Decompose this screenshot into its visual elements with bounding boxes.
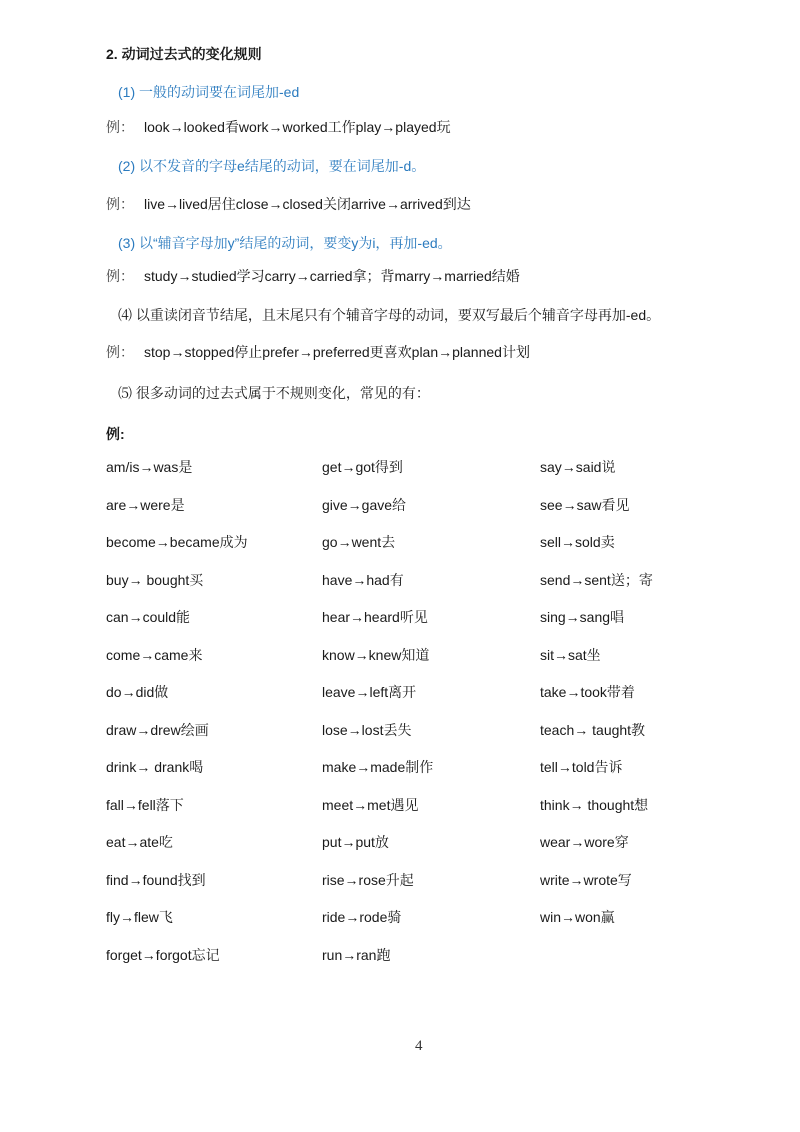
irregular-verb-item bbox=[540, 945, 746, 983]
irregular-verb-item: draw→drew绘画 bbox=[106, 721, 209, 738]
rule-4-heading: ⑷ 以重读闭音节结尾，且末尾只有个辅音字母的动词，要双写最后个辅音字母再加-ed。 bbox=[118, 307, 661, 323]
section-title: 2. 动词过去式的变化规则 bbox=[106, 46, 262, 62]
example-text: stop→stopped停止prefer→preferred更喜欢plan→planned计划 bbox=[144, 344, 530, 360]
irregular-verb-item: give→gave给 bbox=[322, 496, 407, 513]
irregular-verb-item: think→ thought想 bbox=[540, 796, 649, 813]
irregular-verb-item: fly→flew飞 bbox=[106, 909, 173, 925]
page-number: 4 bbox=[415, 1038, 423, 1054]
irregular-verb-item: do→did做 bbox=[106, 684, 169, 700]
irregular-verb-item: rise→rose升起 bbox=[322, 871, 414, 888]
irregular-verb-item: sing→sang唱 bbox=[540, 609, 625, 625]
irregular-verb-item: ride→rode骑 bbox=[322, 909, 402, 925]
rule-1-example bbox=[106, 117, 451, 137]
irregular-verb-item: get→got得到 bbox=[322, 459, 403, 475]
irregular-verb-item: write→wrote写 bbox=[540, 871, 632, 888]
irregular-verb-item: go→went去 bbox=[322, 534, 396, 550]
irregular-verb-item: say→said说 bbox=[540, 459, 616, 475]
irregular-verb-item: wear→wore穿 bbox=[540, 834, 629, 850]
rule-1-heading: (1) 一般的动词要在词尾加-ed bbox=[118, 84, 300, 100]
irregular-verb-item: hear→heard听见 bbox=[322, 609, 428, 625]
example-label: 例： bbox=[106, 119, 134, 135]
rule-2-heading: (2) 以不发音的字母e结尾的动词，要在词尾加-d。 bbox=[118, 158, 426, 174]
irregular-verb-item: put→put放 bbox=[322, 834, 389, 850]
irregular-verb-item: meet→met遇见 bbox=[322, 796, 419, 813]
irregular-verbs-list bbox=[106, 457, 746, 982]
irregular-verb-item: fall→fell落下 bbox=[106, 796, 184, 813]
example-label: 例： bbox=[106, 196, 134, 212]
irregular-verb-item: know→knew知道 bbox=[322, 646, 430, 663]
irregular-verb-item: send→sent送；寄 bbox=[540, 571, 653, 588]
irregular-verb-item: lose→lost丢失 bbox=[322, 721, 412, 738]
irregular-verb-item: eat→ate吃 bbox=[106, 834, 173, 850]
rule-5-heading: ⑸ 很多动词的过去式属于不规则变化，常见的有： bbox=[118, 385, 430, 401]
example-text: study→studied学习carry→carried拿；背marry→married结婚 bbox=[144, 268, 520, 284]
irregular-verb-item: take→took带着 bbox=[540, 684, 635, 700]
irregular-verb-item: become→became成为 bbox=[106, 534, 248, 550]
irregular-verb-item: leave→left离开 bbox=[322, 684, 417, 700]
rule-4-example bbox=[106, 342, 530, 362]
irregular-verb-item: can→could能 bbox=[106, 609, 191, 625]
irregular-verb-item: are→were是 bbox=[106, 496, 185, 513]
irregular-verb-item: sell→sold卖 bbox=[540, 534, 615, 550]
irregular-verb-item: win→won赢 bbox=[540, 909, 615, 925]
irregular-verb-item: have→had有 bbox=[322, 571, 404, 588]
irregular-verb-item: come→came来 bbox=[106, 646, 203, 663]
irregular-verb-item: run→ran跑 bbox=[322, 946, 391, 963]
irregular-verb-item: am/is→was是 bbox=[106, 459, 193, 475]
irregular-verb-item: buy→ bought买 bbox=[106, 571, 204, 588]
example-text: live→lived居住close→closed关闭arrive→arrived到达 bbox=[144, 196, 471, 212]
irregular-verb-item: drink→ drank喝 bbox=[106, 759, 204, 775]
irregular-verb-item: sit→sat坐 bbox=[540, 646, 601, 663]
rule-2-example bbox=[106, 194, 471, 214]
example-text: look→looked看work→worked工作play→played玩 bbox=[144, 119, 451, 135]
irregular-verb-item: forget→forgot忘记 bbox=[106, 946, 220, 963]
irregular-verb-item: tell→told告诉 bbox=[540, 759, 623, 775]
irregular-verb-item: find→found找到 bbox=[106, 871, 206, 888]
irregular-verb-item: teach→ taught教 bbox=[540, 721, 646, 738]
rule-3-heading: (3) 以“辅音字母加y”结尾的动词，要变y为i，再加-ed。 bbox=[118, 235, 452, 251]
irregular-verb-item: see→saw看见 bbox=[540, 496, 630, 513]
irregular-verb-item: make→made制作 bbox=[322, 759, 434, 775]
example-label: 例： bbox=[106, 344, 134, 360]
irregular-label: 例: bbox=[106, 426, 125, 442]
example-label: 例： bbox=[106, 268, 134, 284]
rule-3-example bbox=[106, 266, 520, 286]
